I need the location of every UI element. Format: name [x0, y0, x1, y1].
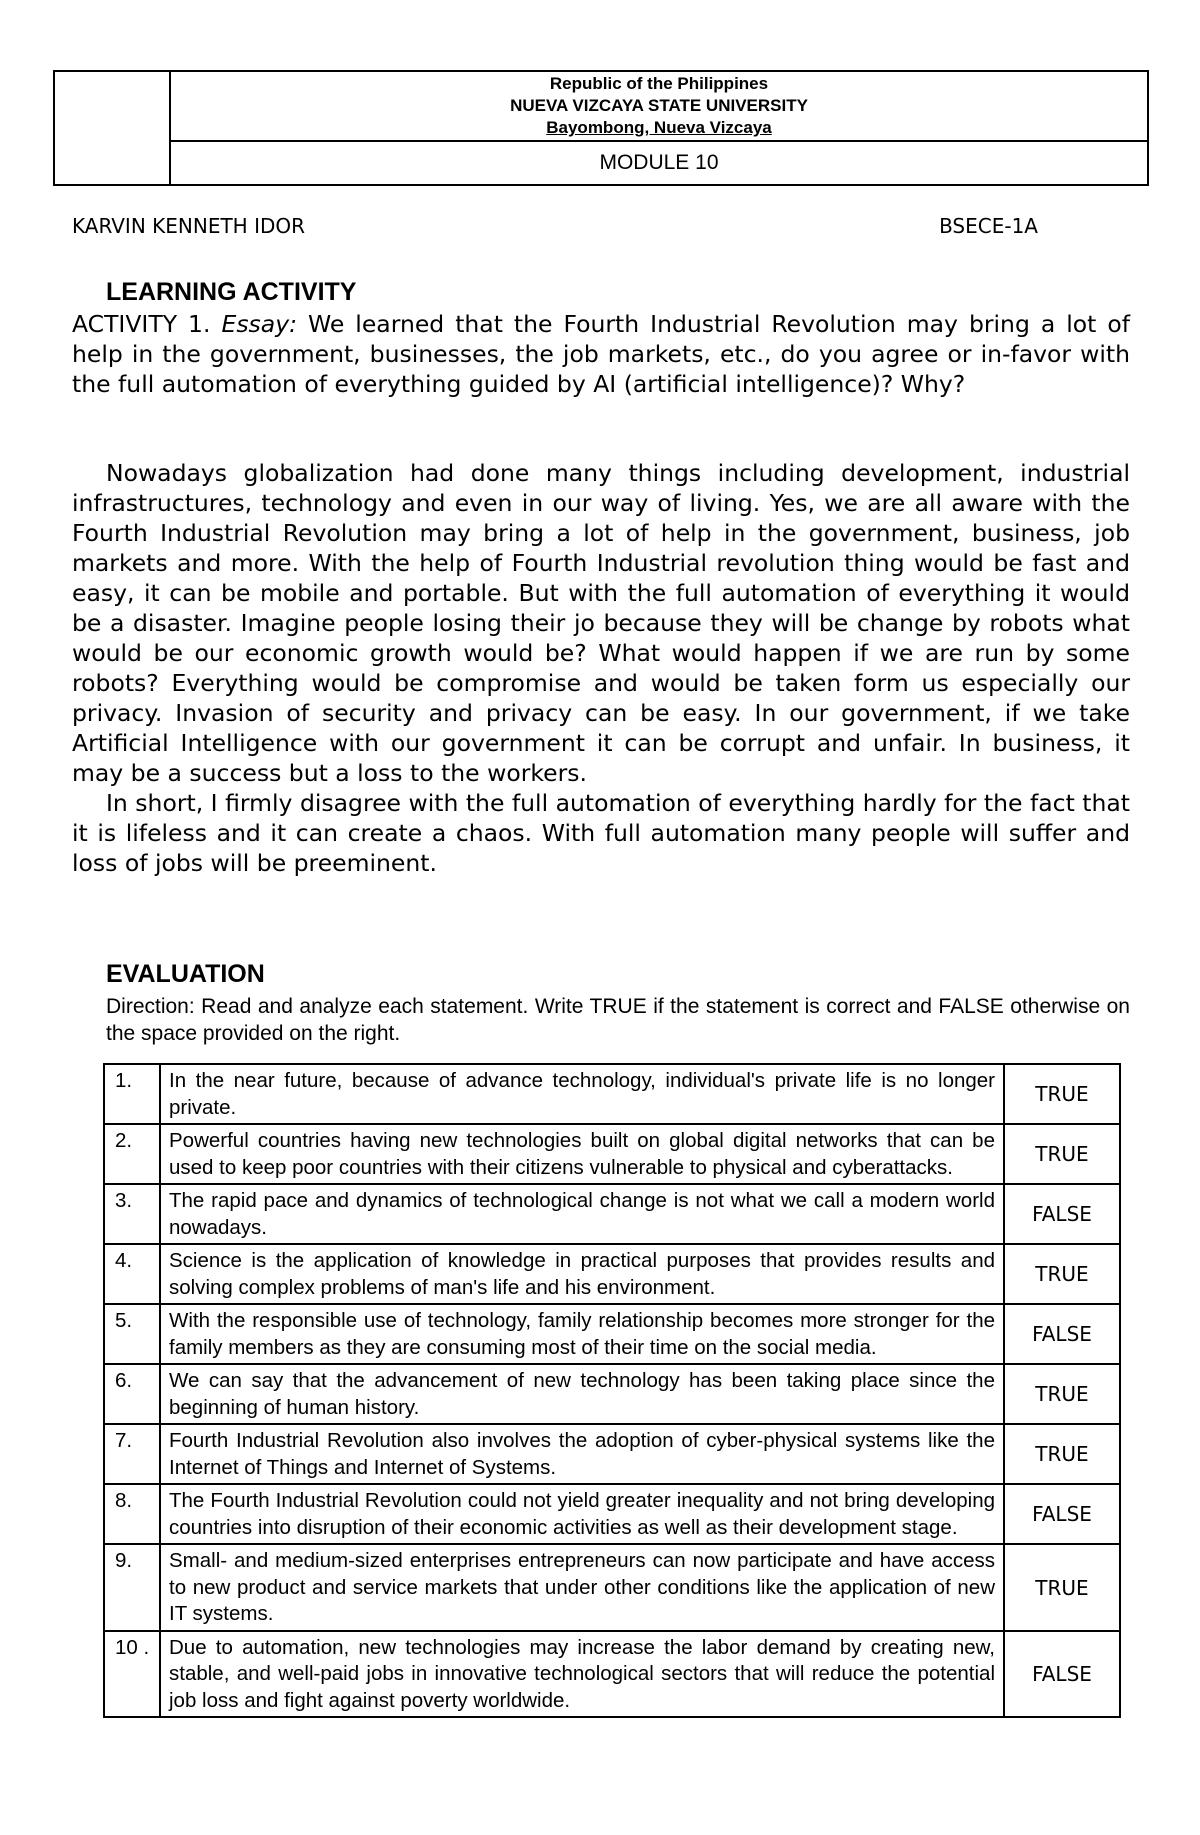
student-info: [72, 214, 1038, 238]
item-answer: TRUE: [1004, 1124, 1120, 1184]
item-statement: Science is the application of knowledge in practical purposes that provides results and solving complex problems of man's life and his environment.: [160, 1244, 1004, 1304]
evaluation-table: [103, 1063, 1121, 1718]
item-answer: FALSE: [1004, 1184, 1120, 1244]
header-right: [171, 72, 1147, 184]
item-answer: TRUE: [1004, 1544, 1120, 1631]
university-location: Bayombong, Nueva Vizcaya: [546, 118, 772, 137]
item-statement: With the responsible use of technology, family relationship becomes more stronger for the family members as they are consuming most of their time on the social media.: [160, 1304, 1004, 1364]
item-answer: TRUE: [1004, 1424, 1120, 1484]
table-row: [104, 1304, 1120, 1364]
table-row: [104, 1424, 1120, 1484]
item-number: 6.: [104, 1364, 160, 1424]
item-statement: Fourth Industrial Revolution also involves the adoption of cyber-physical systems like the Internet of Things and Internet of Systems.: [160, 1424, 1004, 1484]
item-number: 3.: [104, 1184, 160, 1244]
item-number: 8.: [104, 1484, 160, 1544]
item-number: 7.: [104, 1424, 160, 1484]
item-answer: TRUE: [1004, 1064, 1120, 1124]
module-header: [53, 70, 1149, 186]
table-row: [104, 1184, 1120, 1244]
table-row: [104, 1544, 1120, 1631]
activity-label: ACTIVITY 1.: [72, 310, 211, 338]
item-statement: The rapid pace and dynamics of technological change is not what we call a modern world nowadays.: [160, 1184, 1004, 1244]
item-statement: Due to automation, new technologies may increase the labor demand by creating new, stable, and well-paid jobs in innovative technological sectors that will reduce the potential job loss and fight against poverty worldwide.: [160, 1631, 1004, 1718]
student-section: BSECE-1A: [939, 214, 1038, 238]
country-label: Republic of the Philippines: [549, 74, 769, 93]
item-answer: TRUE: [1004, 1244, 1120, 1304]
learning-activity-heading: LEARNING ACTIVITY: [106, 278, 357, 306]
item-answer: FALSE: [1004, 1304, 1120, 1364]
item-number: 4.: [104, 1244, 160, 1304]
table-row: [104, 1484, 1120, 1544]
item-statement: Small- and medium-sized enterprises entrepreneurs can now participate and have access to new product and service markets that under other conditions like the application of new IT systems.: [160, 1544, 1004, 1631]
essay-prompt: [72, 309, 1130, 399]
table-row: [104, 1364, 1120, 1424]
item-answer: FALSE: [1004, 1631, 1120, 1718]
item-statement: In the near future, because of advance technology, individual's private life is no longer private.: [160, 1064, 1004, 1124]
item-number: 2.: [104, 1124, 160, 1184]
module-title: MODULE 10: [599, 151, 719, 174]
university-name: NUEVA VIZCAYA STATE UNIVERSITY: [510, 96, 808, 115]
item-answer: FALSE: [1004, 1484, 1120, 1544]
item-statement: Powerful countries having new technologies built on global digital networks that can be used to keep poor countries with their citizens vulnerable to physical and cyberattacks.: [160, 1124, 1004, 1184]
logo-cell: [55, 72, 171, 184]
institution-info: [171, 72, 1147, 142]
evaluation-heading: EVALUATION: [106, 960, 265, 988]
table-row: [104, 1124, 1120, 1184]
item-number: 9.: [104, 1544, 160, 1631]
item-number: 1.: [104, 1064, 160, 1124]
table-row: [104, 1064, 1120, 1124]
student-name: KARVIN KENNETH IDOR: [72, 214, 306, 238]
table-row: [104, 1244, 1120, 1304]
essay-paragraph: Nowadays globalization had done many things including development, industrial infrastructures, technology and even in our way of living. Yes, we are all aware with the Fourth Industrial Revolution may bring a lot of help in the government, business, job markets and more. With the help of Fourth Industrial revolution thing would be fast and easy, it can be mobile and portable. But with the full automation of everything it would be a disaster. Imagine people losing their jo because they will be change by robots what would be our economic growth would be? What would happen if we are run by some robots? Everything would be compromise and would be taken form us especially our privacy. Invasion of security and privacy can be easy. In our government, if we take Artificial Intelligence with our government it can be corrupt and unfair. In business, it may be a success but a loss to the workers.: [72, 459, 1130, 787]
essay-label: Essay:: [221, 310, 298, 338]
item-statement: The Fourth Industrial Revolution could not yield greater inequality and not bring developing countries into disruption of their economic activities as well as their development stage.: [160, 1484, 1004, 1544]
evaluation-direction: Direction: Read and analyze each statement. Write TRUE if the statement is correct and FALSE otherwise on the space provided on the right.: [106, 995, 1130, 1045]
item-statement: We can say that the advancement of new technology has been taking place since the beginning of human history.: [160, 1364, 1004, 1424]
item-number: 5.: [104, 1304, 160, 1364]
item-answer: TRUE: [1004, 1364, 1120, 1424]
table-row: [104, 1631, 1120, 1718]
prompt-text: We learned that the Fourth Industrial Revolution may bring a lot of help in the government, businesses, the job markets, etc., do you agree or in-favor with the full automation of everything guided by AI (artificial intelligence)? Why?: [72, 310, 1130, 398]
essay-answer: [72, 458, 1130, 878]
essay-paragraph: In short, I firmly disagree with the full automation of everything hardly for the fact that it is lifeless and it can create a chaos. With full automation many people will suffer and loss of jobs will be preeminent.: [72, 789, 1130, 877]
item-number: 10 .: [104, 1631, 160, 1718]
